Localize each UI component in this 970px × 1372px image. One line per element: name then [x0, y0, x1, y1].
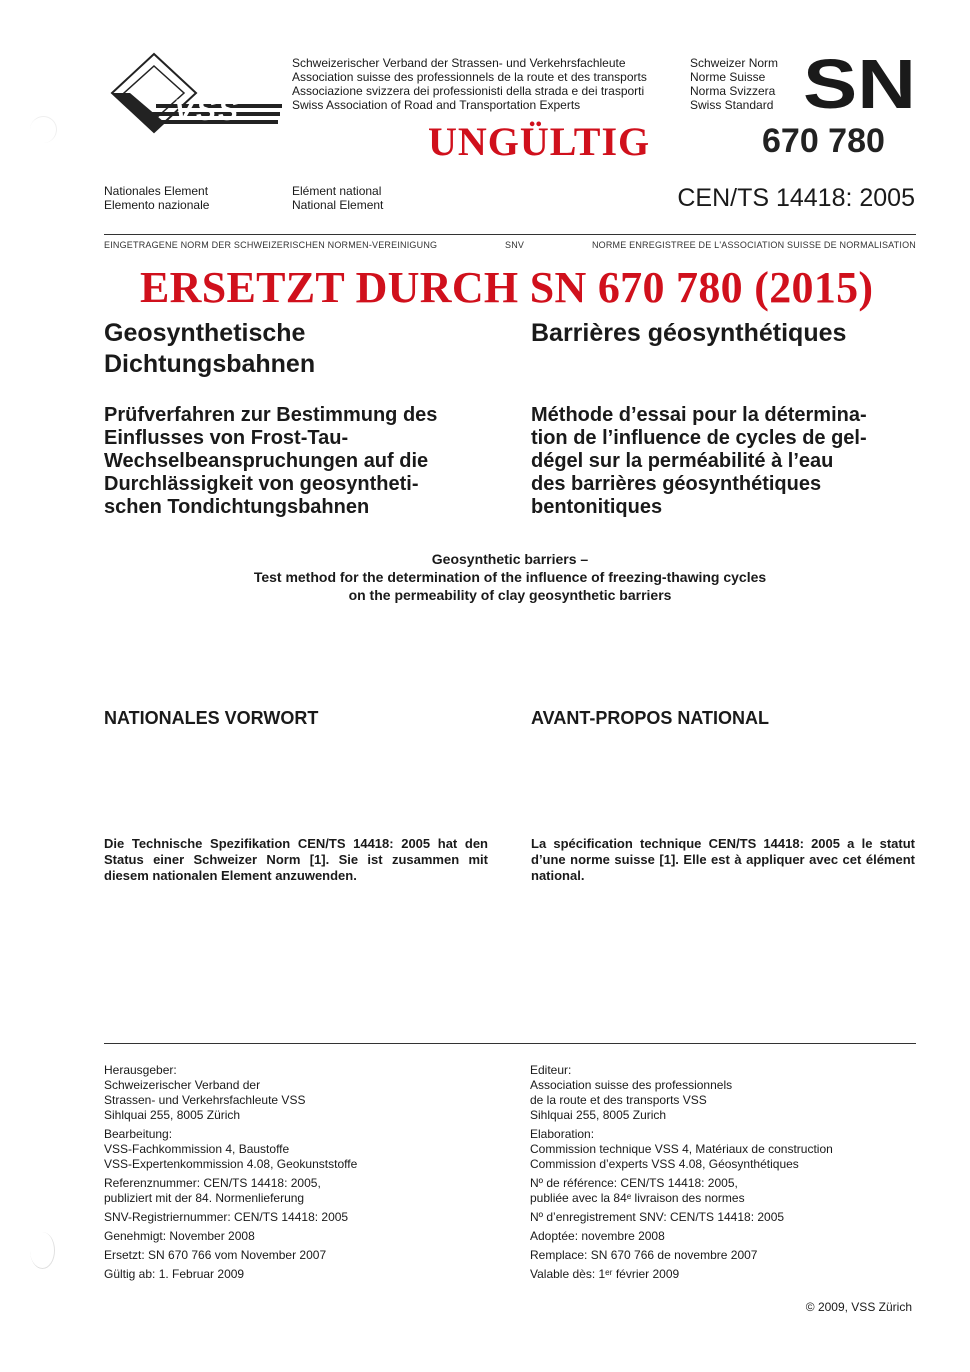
imprint-line: de la route et des transports VSS — [530, 1093, 707, 1107]
element-label-line: Nationales Element — [104, 184, 209, 198]
subtitle-line: dégel sur la perméabilité à l’eau — [531, 450, 834, 472]
imprint-line: Referenznummer: CEN/TS 14418: 2005, — [104, 1176, 321, 1190]
association-line: Associazione svizzera dei professionisti della strada e dei trasporti — [292, 84, 645, 98]
title-de — [104, 318, 315, 380]
imprint-block — [530, 1176, 930, 1206]
cen-ts-reference: CEN/TS 14418: 2005 — [677, 184, 915, 212]
title-en — [104, 550, 916, 604]
imprint-block — [530, 1229, 930, 1244]
title-en-line: Geosynthetic barriers – — [431, 551, 589, 567]
subtitle-line: Wechselbeanspruchungen auf die — [104, 450, 429, 472]
element-label-line: National Element — [292, 198, 384, 212]
subtitle-line: bentonitiques — [531, 496, 663, 518]
imprint-block — [104, 1229, 504, 1244]
imprint-fr — [530, 1063, 930, 1286]
vss-logo-text: VSS — [174, 94, 241, 127]
imprint-line: Strassen- und Verkehrsfachleute VSS — [104, 1093, 306, 1107]
imprint-line: Editeur: — [530, 1063, 572, 1077]
subtitle-line: tion de l’influence de cycles de gel- — [531, 427, 867, 449]
imprint-block — [104, 1210, 504, 1225]
subtitle-line: Durchlässigkeit von geosyntheti- — [104, 473, 419, 495]
imprint-line: Elaboration: — [530, 1127, 595, 1141]
imprint-line: Ersetzt: SN 670 766 vom November 2007 — [104, 1248, 327, 1262]
copyright: © 2009, VSS Zürich — [805, 1300, 912, 1314]
imprint-block — [104, 1063, 504, 1123]
association-line: Association suisse des professionnels de la route et des transports — [292, 70, 647, 84]
subtitle-line: Einflusses von Frost-Tau- — [104, 427, 349, 449]
registered-right: NORME ENREGISTREE DE L'ASSOCIATION SUISSE DE NORMALISATION — [591, 240, 916, 250]
imprint-block — [530, 1210, 930, 1225]
element-label-line: Elemento nazionale — [104, 198, 210, 212]
element-label-line: Elément national — [292, 184, 382, 198]
foreword-heading-fr: AVANT-PROPOS NATIONAL — [531, 708, 769, 728]
imprint-line: Bearbeitung: — [104, 1127, 173, 1141]
imprint-line: Gültig ab: 1. Februar 2009 — [104, 1267, 245, 1281]
imprint-line: VSS-Expertenkommission 4.08, Geokunststoffe — [104, 1157, 358, 1171]
imprint-line: Nº de référence: CEN/TS 14418: 2005, — [530, 1176, 738, 1190]
imprint-line: Genehmigt: November 2008 — [104, 1229, 255, 1243]
imprint-line: publiziert mit der 84. Normenlieferung — [104, 1191, 305, 1205]
imprint-de — [104, 1063, 504, 1286]
association-line: Swiss Association of Road and Transportation Experts — [292, 98, 581, 112]
sn-logo-text: SN — [803, 56, 916, 110]
element-label-fr — [292, 184, 383, 212]
imprint-block — [104, 1248, 504, 1263]
imprint-block — [530, 1248, 930, 1263]
title-en-line: Test method for the determination of the influence of freezing-thawing cycles — [253, 569, 767, 585]
title-line: Dichtungsbahnen — [104, 350, 316, 378]
subtitle-line: Méthode d’essai pour la détermina- — [531, 404, 867, 426]
foreword-text-fr: La spécification technique CEN/TS 14418: 2005 a le statut d’une norme suisse [1]. Elle est à appliquer avec cet élément national. — [531, 836, 915, 883]
subtitle-de — [104, 404, 484, 519]
replaced-stamp: ERSETZT DURCH SN 670 780 (2015) — [140, 263, 874, 312]
scan-mark — [30, 1232, 55, 1269]
imprint-line: publiée avec la 84ᵉ livraison des normes — [530, 1191, 745, 1205]
association-names — [292, 56, 647, 112]
divider — [104, 234, 916, 235]
divider — [104, 1043, 916, 1044]
imprint-block — [530, 1127, 930, 1172]
imprint-line: Adoptée: novembre 2008 — [530, 1229, 665, 1243]
subtitle-line: Prüfverfahren zur Bestimmung des — [104, 404, 438, 426]
imprint-block — [104, 1267, 504, 1282]
imprint-line: Sihlquai 255, 8005 Zürich — [104, 1108, 241, 1122]
foreword-heading-de: NATIONALES VORWORT — [104, 708, 319, 728]
sn-logo — [803, 56, 916, 110]
imprint-line: Schweizerischer Verband der — [104, 1078, 261, 1092]
imprint-block — [530, 1063, 930, 1123]
imprint-line: Valable dès: 1ᵉʳ février 2009 — [530, 1267, 680, 1281]
subtitle-line: des barrières géosynthétiques — [531, 473, 822, 495]
imprint-line: Commission d’experts VSS 4.08, Géosynthétiques — [530, 1157, 799, 1171]
title-fr — [531, 318, 846, 349]
imprint-line: Sihlquai 255, 8005 Zurich — [530, 1108, 667, 1122]
association-line: Schweizerischer Verband der Strassen- und Verkehrsfachleute — [292, 56, 626, 70]
subtitle-fr — [531, 404, 911, 519]
imprint-line: Herausgeber: — [104, 1063, 177, 1077]
registered-mid: SNV — [505, 240, 525, 250]
subtitle-line: schen Tondichtungsbahnen — [104, 496, 370, 518]
element-label-de — [104, 184, 209, 212]
imprint-block — [104, 1127, 504, 1172]
invalid-stamp: UNGÜLTIG — [428, 119, 651, 164]
standard-name: Schweizer Norm — [690, 56, 779, 70]
imprint-line: Association suisse des professionnels — [530, 1078, 733, 1092]
standard-name: Norma Svizzera — [690, 84, 776, 98]
imprint-line: SNV-Registriernummer: CEN/TS 14418: 2005 — [104, 1210, 349, 1224]
vss-logo — [104, 52, 284, 134]
imprint-line: Nº d’enregistrement SNV: CEN/TS 14418: 2005 — [530, 1210, 785, 1224]
registered-norm-line — [104, 240, 916, 250]
standard-names — [690, 56, 778, 112]
registered-left: EINGETRAGENE NORM DER SCHWEIZERISCHEN NORMEN-VEREINIGUNG — [104, 240, 438, 250]
scan-mark — [30, 116, 57, 143]
title-line: Barrières géosynthétiques — [531, 319, 847, 347]
standard-name: Swiss Standard — [690, 98, 774, 112]
title-line: Geosynthetische — [104, 319, 306, 347]
imprint-block — [530, 1267, 930, 1282]
foreword-text-de: Die Technische Spezifikation CEN/TS 14418: 2005 hat den Status einer Schweizer Norm [1]. Sie ist zusammen mit diesem nationalen Element anzuwenden. — [104, 836, 488, 883]
imprint-line: Remplace: SN 670 766 de novembre 2007 — [530, 1248, 758, 1262]
imprint-line: VSS-Fachkommission 4, Baustoffe — [104, 1142, 290, 1156]
imprint-line: Commission technique VSS 4, Matériaux de construction — [530, 1142, 833, 1156]
standard-name: Norme Suisse — [690, 70, 766, 84]
imprint-block — [104, 1176, 504, 1206]
sn-number: 670 780 — [762, 122, 885, 160]
title-en-line: on the permeability of clay geosynthetic barriers — [348, 587, 672, 603]
